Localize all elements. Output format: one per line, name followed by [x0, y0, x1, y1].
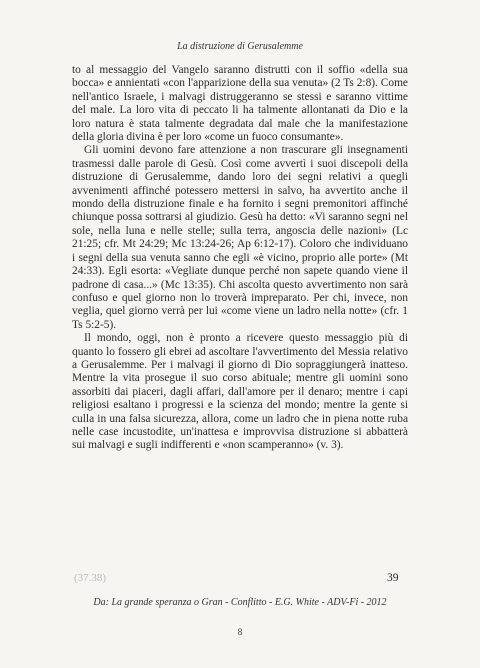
- running-title: La distruzione di Gerusalemme: [177, 41, 303, 52]
- footer-reference: (37.38): [74, 572, 107, 584]
- paragraph-2: Gli uomini devono fare attenzione a non trascurare gli insegnamenti trasmessi dalle parole di Gesù. Così come avvertì i suoi discepoli della distruzione di Gerusalemme, dando loro dei segni relativi a quegli avvenimenti affinché potessero mettersi in salvo, ha avvertito anche il mondo della distruzione finale e ha fornito i segni premonitori affinché chiunque possa sottrarsi al giudizio. Gesù ha detto: «Vi saranno segni nel sole, nella luna e nelle stelle; sulla terra, angoscia delle nazioni» (Lc 21:25; cfr. Mt 24:29; Mc 13:24-26; Ap 6:12-17). Coloro che individuano i segni della sua venuta sanno che egli «è vicino, proprio alle porte» (Mt 24:33). Egli esorta: «Vegliate dunque perché non sapete quando viene il padrone di casa...» (Mc 13:35). Chi ascolta questo avvertimento non sarà confuso e quel giorno non lo troverà impreparato. Per chi, invece, non veglia, quel giorno verrà per lui «come viene un ladro nella notte» (cfr. 1 Ts 5:2-5).: [72, 144, 408, 331]
- paragraph-3: Il mondo, oggi, non è pronto a ricevere questo messaggio più di quanto lo fossero gli ebrei ad ascoltare l'avvertimento del Messia relativo a Gerusalemme. Per i malvagi il giorno di Dio sopraggiungerà inatteso. Mentre la vita prosegue il suo corso abituale; mentre gli uomini sono assorbiti dai piaceri, dagli affari, dall'amore per il denaro; mentre i capi religiosi esaltano i progressi e la scienza del mondo; mentre la gente si culla in una falsa sicurezza, allora, come un ladro che in piena notte ruba nelle case incustodite, un'inattesa e improvvisa distruzione si abbatterà sui malvagi e sugli indifferenti e «non scamperanno» (v. 3).: [72, 332, 408, 452]
- body-text: [72, 64, 408, 453]
- page-number: 39: [387, 572, 399, 584]
- source-note: Da: La grande speranza o Gran - Conflitto - E.G. White - ADV-Fi - 2012: [93, 597, 387, 608]
- sheet-number: 8: [237, 627, 243, 637]
- paragraph-1: to al messaggio del Vangelo saranno distrutti con il soffio «della sua bocca» e annientati «con l'apparizione della sua venuta» (2 Ts 2:8). Come nell'antico Israele, i malvagi distruggeranno se stessi e saranno vittime del male. La loro vita di peccato li ha talmente allontanati da Dio e la loro natura è stata talmente degradata dal male che la manifestazione della gloria divina è per loro «come un fuoco consumante».: [72, 64, 408, 144]
